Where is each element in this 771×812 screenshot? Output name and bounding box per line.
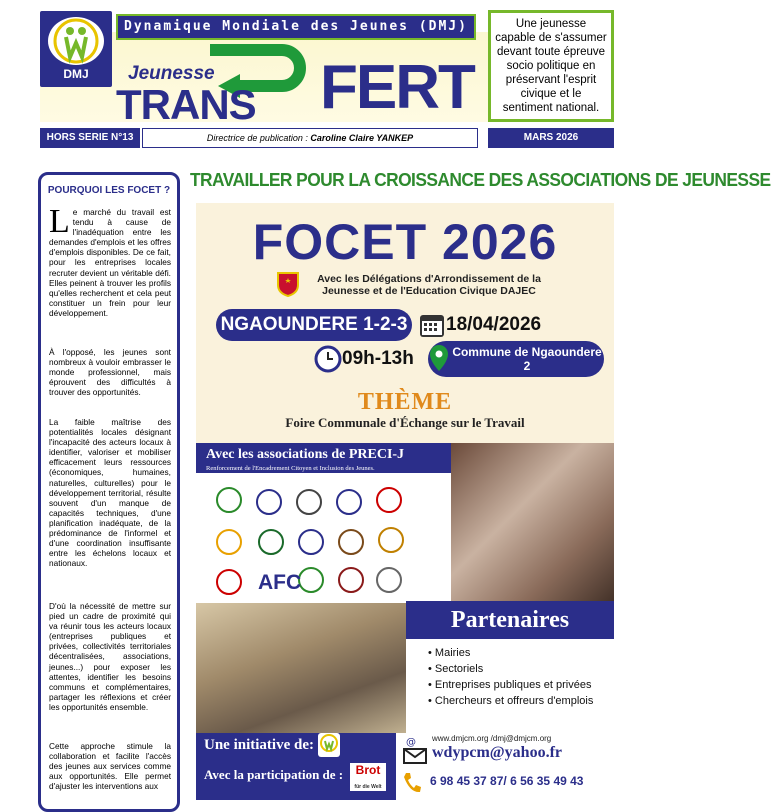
sidebar-article xyxy=(38,172,180,812)
partner-item: • Mairies xyxy=(428,647,471,659)
association-logo xyxy=(336,489,362,515)
brot-logo: Brot für die Welt xyxy=(350,763,386,791)
partner-item: • Entreprises publiques et privées xyxy=(428,679,592,691)
partner-label: Sectoriels xyxy=(434,663,484,675)
partners-title: Partenaires xyxy=(406,601,614,639)
sidebar-paragraph: D'où la nécessité de mettre sur pied un cadre de proximité qui va réunir tous les acteurs locaux (entreprises publiques et privées, collectivités territoriales décentralisées, associations, jeunes...) pour exposer les attentes, identifier les besoins communs et complémentaires, partager les réflexions et créer les opportunités ensemble. xyxy=(49,601,171,712)
association-logo xyxy=(298,567,324,593)
city-badge: NGAOUNDERE 1-2-3 xyxy=(216,309,412,341)
contact-email: wdypcm@yahoo.fr xyxy=(432,744,562,761)
tagline: Une jeunesse capable de s'assumer devant toute épreuve socio politique en préservant l'esprit civique et le sentiment national. xyxy=(488,10,614,122)
logo-emblem xyxy=(48,17,104,65)
partner-item: • Chercheurs et offreurs d'emplois xyxy=(428,695,594,707)
association-logos xyxy=(196,473,451,613)
poster-title: FOCET 2026 xyxy=(252,214,558,270)
clock-icon xyxy=(314,345,342,373)
association-logo xyxy=(298,529,324,555)
association-logo xyxy=(216,487,242,513)
dmj-emblem-icon xyxy=(318,733,340,757)
mail-icon xyxy=(402,735,428,765)
sidebar-paragraph: À l'opposé, les jeunes sont nombreux à vouloir embrasser le monde professionnel, mais éprouvent des difficultés à trouver des opportunités. xyxy=(49,347,171,398)
dmj-mini-logo xyxy=(318,733,340,757)
sidebar-paragraph: Cette approche stimule la collaboration et facilite l'accès des jeunes aux services comme aux opportunités. Elle permet d'ajuster les interventions aux xyxy=(49,741,171,792)
title-trans: TRANS xyxy=(116,81,256,128)
association-logo xyxy=(256,489,282,515)
issue-number: HORS SERIE N°13 xyxy=(40,128,140,148)
sidebar-title: POURQUOI LES FOCET ? xyxy=(47,185,171,196)
contact-phones: 6 98 45 37 87/ 6 56 35 49 43 xyxy=(430,774,584,788)
event-location xyxy=(428,341,604,377)
association-logo xyxy=(216,569,242,595)
partner-label: Mairies xyxy=(434,647,471,659)
main-headline: TRAVAILLER POUR LA CROISSANCE DES ASSOCIATIONS DE JEUNESSE xyxy=(190,169,771,190)
association-logo xyxy=(376,567,402,593)
focet-poster xyxy=(196,203,614,800)
people-icon xyxy=(48,17,104,65)
websites: www.dmjcm.org /dmj@dmjcm.org xyxy=(432,734,552,743)
partner-label: Chercheurs et offreurs d'emplois xyxy=(434,695,594,707)
associations-subtitle: Renforcement de l'Encadrement Citoyen et Inclusion des Jeunes. xyxy=(206,465,375,472)
drop-cap: L xyxy=(49,203,70,240)
sidebar-paragraph: La faible maîtrise des potentialités locales désignant l'incapacité des acteurs locaux à identifier, valoriser et mobiliser efficacement leurs ressources (économiques, humaines, naturelles, culturelles) pour le développement territorial, résulte souvent d'un manque de capacités techniques, d'une planification inadéquate, de la prédominance de l'informel et d'une coordination insuffisante entre les échelons locaux et nationaux. xyxy=(49,417,171,569)
location-text: Commune de Ngaoundere 2 xyxy=(452,345,602,373)
association-logo xyxy=(338,529,364,555)
theme-label: THÈME xyxy=(357,389,453,415)
sidebar-paragraph xyxy=(49,203,171,318)
associations-title: Avec les associations de PRECI-J xyxy=(206,447,405,462)
title-fert: FERT xyxy=(320,53,474,122)
event-date: 18/04/2026 xyxy=(446,314,542,335)
meeting-photo xyxy=(196,603,406,733)
delegation-text: Avec les Délégations d'Arrondissement de la Jeunesse et de l'Education Civique DAJEC xyxy=(317,273,541,297)
association-logo xyxy=(216,529,242,555)
association-logo xyxy=(378,527,404,553)
director-label: Directrice de publication : xyxy=(206,133,311,143)
org-name: Dynamique Mondiale des Jeunes (DMJ) xyxy=(116,14,476,40)
associations-photo xyxy=(451,443,614,613)
association-logo xyxy=(338,567,364,593)
association-logo xyxy=(258,529,284,555)
partner-label: Entreprises publiques et privées xyxy=(434,679,592,691)
dmj-logo xyxy=(40,11,112,87)
director-line xyxy=(142,128,478,148)
initiative-label: Une initiative de: xyxy=(204,737,314,753)
location-pin-icon xyxy=(428,343,450,373)
svg-text:@: @ xyxy=(406,737,416,748)
director-name: Caroline Claire YANKEP xyxy=(310,133,414,143)
afc-logo-text: AFC xyxy=(258,571,302,594)
association-logo xyxy=(376,487,402,513)
coat-of-arms-icon xyxy=(276,271,300,297)
phone-icon xyxy=(402,771,422,795)
title-jeunesse: Jeunesse xyxy=(128,63,215,84)
theme-text: Foire Communale d'Échange sur le Travail xyxy=(285,415,525,430)
event-time: 09h-13h xyxy=(342,348,414,369)
association-logo xyxy=(296,489,322,515)
partner-item: • Sectoriels xyxy=(428,663,484,675)
issue-date: MARS 2026 xyxy=(488,128,614,148)
calendar-icon xyxy=(418,311,446,339)
paragraph-text: e marché du travail est tendu à cause de l'inadéquation entre les demandes d'emplois et les offres d'emplois disponibles. De ce fait, pour les entreprises locales recruter devient un véritable défi. Elles peinent à trouver les profils qu'elles recherchent et cela peut constituer un frein pour leur développement. xyxy=(49,207,171,318)
logo-label: DMJ xyxy=(63,67,89,81)
participation-label: Avec la participation de : xyxy=(204,767,344,782)
